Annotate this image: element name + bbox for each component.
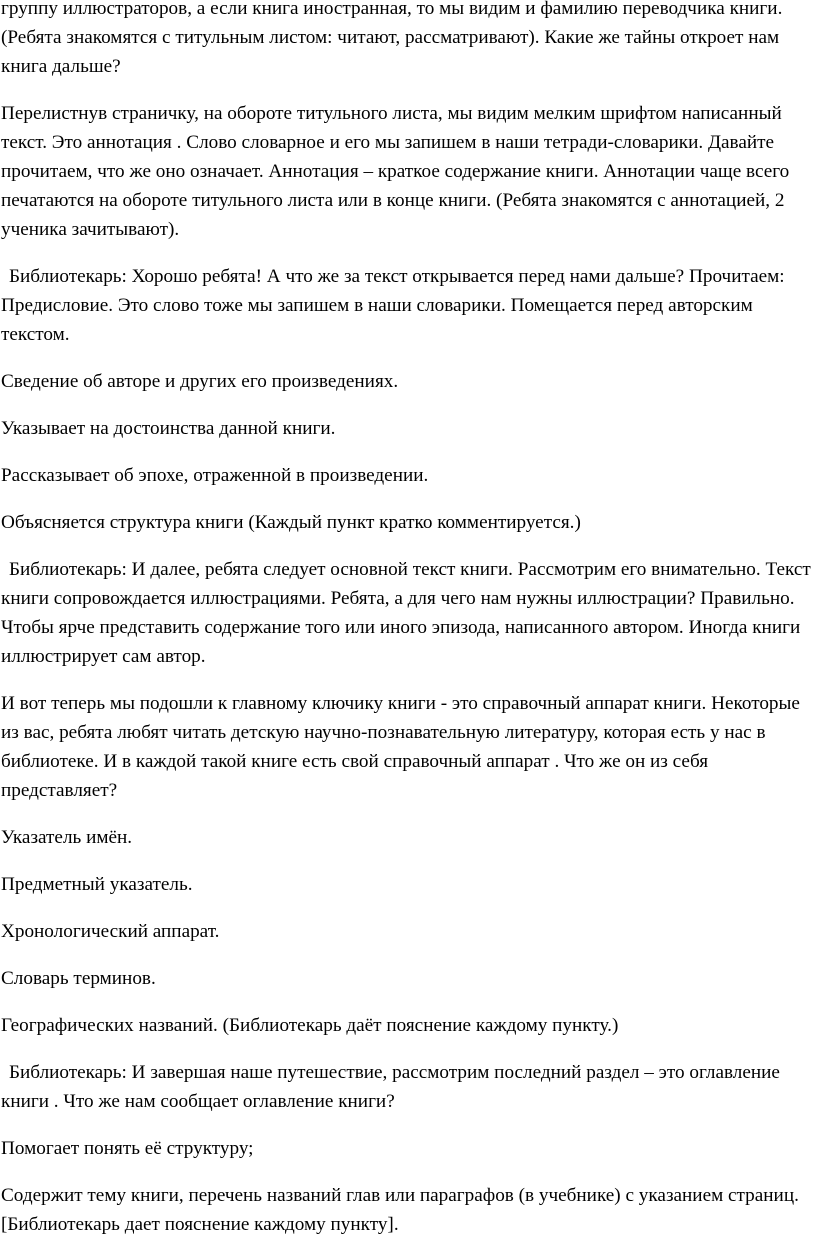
list-item-toc-contents: Содержит тему книги, перечень названий глав или параграфов (в учебнике) с указанием страниц. [Библиотекарь дает пояснение каждому пункту]. (1, 1185, 799, 1235)
paragraph-title-page-continuation: группу иллюстраторов, а если книга иностранная, то мы видим и фамилию переводчика книги. (Ребята знакомятся с титульным листом: читают, рассматривают). Какие же тайны откроет нам книга дальше? (1, 0, 783, 77)
paragraph-main-text: Библиотекарь: И далее, ребята следует основной текст книги. Рассмотрим его внимательно. Текст книги сопровождается иллюстрациями. Ребята, а для чего нам нужны иллюстрации? Правильно. Чтобы ярче представить содержание того или иного эпизода, написанного автором. Иногда книги иллюстрирует сам автор. (1, 559, 811, 667)
list-item-preface-author: Сведение об авторе и других его произведениях. (1, 371, 399, 392)
list-item-preface-merits: Указывает на достоинства данной книги. (1, 418, 336, 439)
list-item-preface-structure: Объясняется структура книги (Каждый пункт кратко комментируется.) (1, 512, 581, 533)
list-item-preface-epoch: Рассказывает об эпохе, отраженной в произведении. (1, 465, 429, 486)
list-item-glossary: Словарь терминов. (1, 968, 156, 989)
list-item-toc-structure: Помогает понять её структуру; (1, 1138, 254, 1159)
list-item-subject-index: Предметный указатель. (1, 874, 193, 895)
list-item-geographic-names: Географических названий. (Библиотекарь даёт пояснение каждому пункту.) (1, 1015, 619, 1036)
paragraph-annotation: Перелистнув страничку, на обороте титульного листа, мы видим мелким шрифтом написанный текст. Это аннотация . Слово словарное и его мы запишем в наши тетради-словарики. Давайте прочитаем, что же оно означает. Аннотация – краткое содержание книги. Аннотации чаще всего печатаются на обороте титульного листа или в конце книги. (Ребята знакомятся с аннотацией, 2 ученика зачитывают). (1, 103, 790, 240)
list-item-chronology: Хронологический аппарат. (1, 921, 220, 942)
paragraph-reference-apparatus: И вот теперь мы подошли к главному ключику книги - это справочный аппарат книги. Некоторые из вас, ребята любят читать детскую научно-познавательную литературу, которая есть у нас в библиотеке. И в каждой такой книге есть свой справочный аппарат . Что же он из себя представляет? (1, 693, 800, 801)
paragraph-table-of-contents: Библиотекарь: И завершая наше путешествие, рассмотрим последний раздел – это оглавление книги . Что же нам сообщает оглавление книги? (1, 1062, 780, 1112)
paragraph-preface: Библиотекарь: Хорошо ребята! А что же за текст открывается перед нами дальше? Прочитаем: Предисловие. Это слово тоже мы запишем в наши словарики. Помещается перед авторским текстом. (1, 266, 785, 345)
list-item-name-index: Указатель имён. (1, 827, 133, 848)
